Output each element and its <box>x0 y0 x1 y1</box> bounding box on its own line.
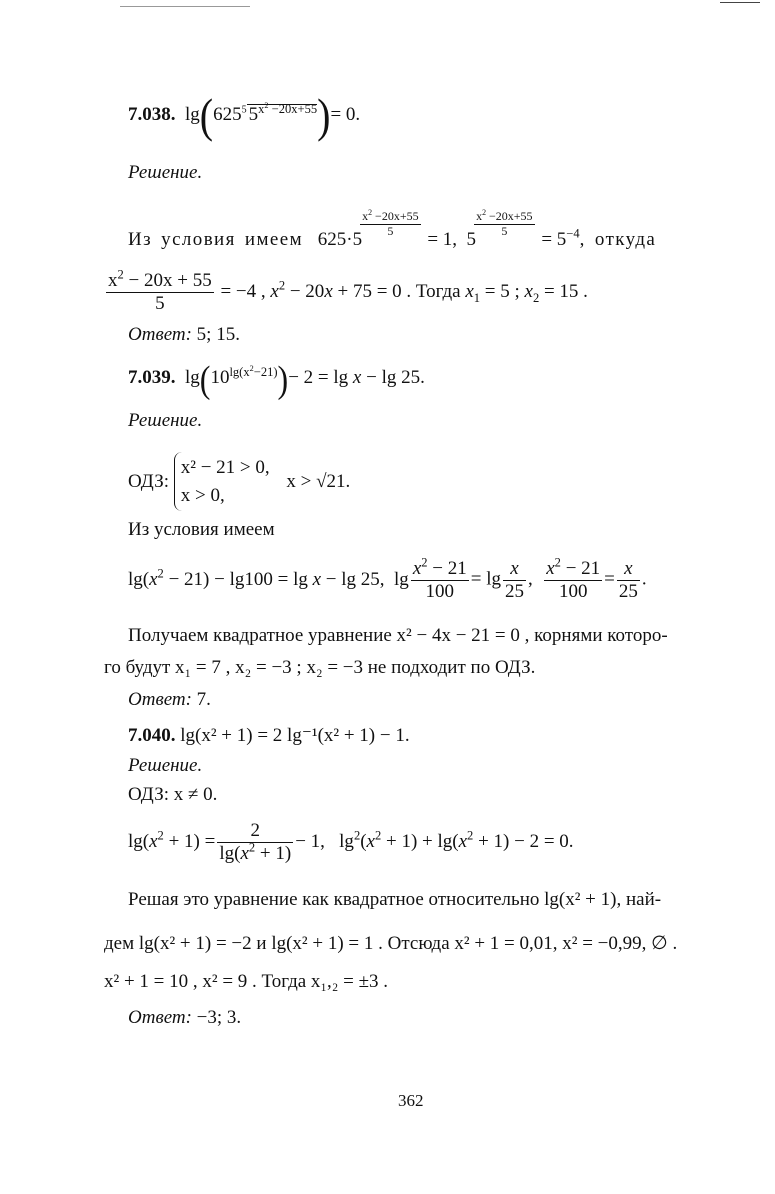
answer-7-040 <box>128 1008 241 1027</box>
solution-label: Решение. <box>128 410 203 431</box>
equation: lg(x² + 1) = 2 lg⁻¹(x² + 1) − 1. <box>180 725 410 746</box>
text-7-039-2: го будут x₁ = 7 , x₂ = −3 ; x₂ = −3 не подходит по ОДЗ. <box>104 657 536 678</box>
scan-artifact <box>720 2 760 3</box>
condition-intro: Из условия имеем <box>128 519 275 540</box>
text-7-040-1: Решая это уравнение как квадратное относительно lg(x² + 1), най- <box>128 889 662 910</box>
equation: $\lg(625^5$ $5^{x^2 -20x+55})= 0$. <box>180 88 361 143</box>
solution-label: Решение. <box>128 755 203 776</box>
problem-7-040-statement <box>128 726 410 745</box>
solution-label: Решение. <box>128 162 203 183</box>
problem-number: 7.038. <box>128 104 176 125</box>
text-7-039-1: Получаем квадратное уравнение x² − 4x − 21 = 0 , корнями которо- <box>128 625 668 646</box>
equation: $\lg(10^{lg(x^2-21)})- 2 = \lg x - \lg 25$. <box>180 357 425 401</box>
answer-7-039 <box>128 690 211 709</box>
answer-value: 5; 15. <box>196 324 240 345</box>
text-7-040-2: дем lg(x² + 1) = −2 и lg(x² + 1) = 1 . Отсюда x² + 1 = 0,01, x² = −0,99, ∅ . <box>104 933 678 954</box>
problem-number: 7.040. <box>128 725 176 746</box>
answer-7-038 <box>128 325 240 344</box>
problem-7-038-step1: Из условия имеем 625·5 $\frac{x^2 -20x+55}{5}$ = 1, 5 $\frac{x^2 -20x+55}{5}$ = $5^{-4}$, откуда <box>128 208 657 250</box>
odz-result: x > √21. <box>286 471 351 493</box>
condition-intro: Из условия имеем <box>128 228 304 250</box>
problem-7-038-step2: $\frac{x^2 - 20x + 55}{5}$ = −4 , $x^2 - 20x + 75 = 0$ . Тогда $x_1 = 5$ ; $x_2 = 15$ . <box>108 267 588 314</box>
problem-7-039-statement <box>128 357 425 401</box>
problem-7-040-derivation: $\lg(x^2 + 1)$ = $\frac{2}{\lg(x^2 + 1)}$ − 1, $\lg^2(x^2 + 1) + \lg(x^2 + 1) - 2 = 0$. <box>128 820 574 864</box>
answer-value: 7. <box>196 689 211 710</box>
answer-label: Ответ: <box>128 689 192 710</box>
page-number: 362 <box>398 1091 424 1110</box>
answer-label: Ответ: <box>128 1007 192 1028</box>
scan-artifact <box>120 6 250 7</box>
answer-label: Ответ: <box>128 324 192 345</box>
odz-label: ОДЗ: <box>128 471 170 493</box>
problem-number: 7.039. <box>128 367 176 388</box>
answer-value: −3; 3. <box>196 1007 242 1028</box>
odz-system: x² − 21 > 0, x > 0, <box>174 452 276 511</box>
odz-7-039 <box>128 452 350 511</box>
problem-7-039-derivation: $\lg(x^2 - 21) - \lg 100 = \lg x - \lg 25$, lg $\frac{x^2 - 21}{100}$ = lg $\frac{x}{25}$ , $\frac{x^2 - 21}{100}$ = $\frac{x}{25}$ . <box>128 555 647 602</box>
odz-7-040: ОДЗ: x ≠ 0. <box>128 784 218 805</box>
text-7-040-3: x² + 1 = 10 , x² = 9 . Тогда x₁,₂ = ±3 . <box>104 971 389 992</box>
problem-7-038-statement <box>128 88 361 143</box>
